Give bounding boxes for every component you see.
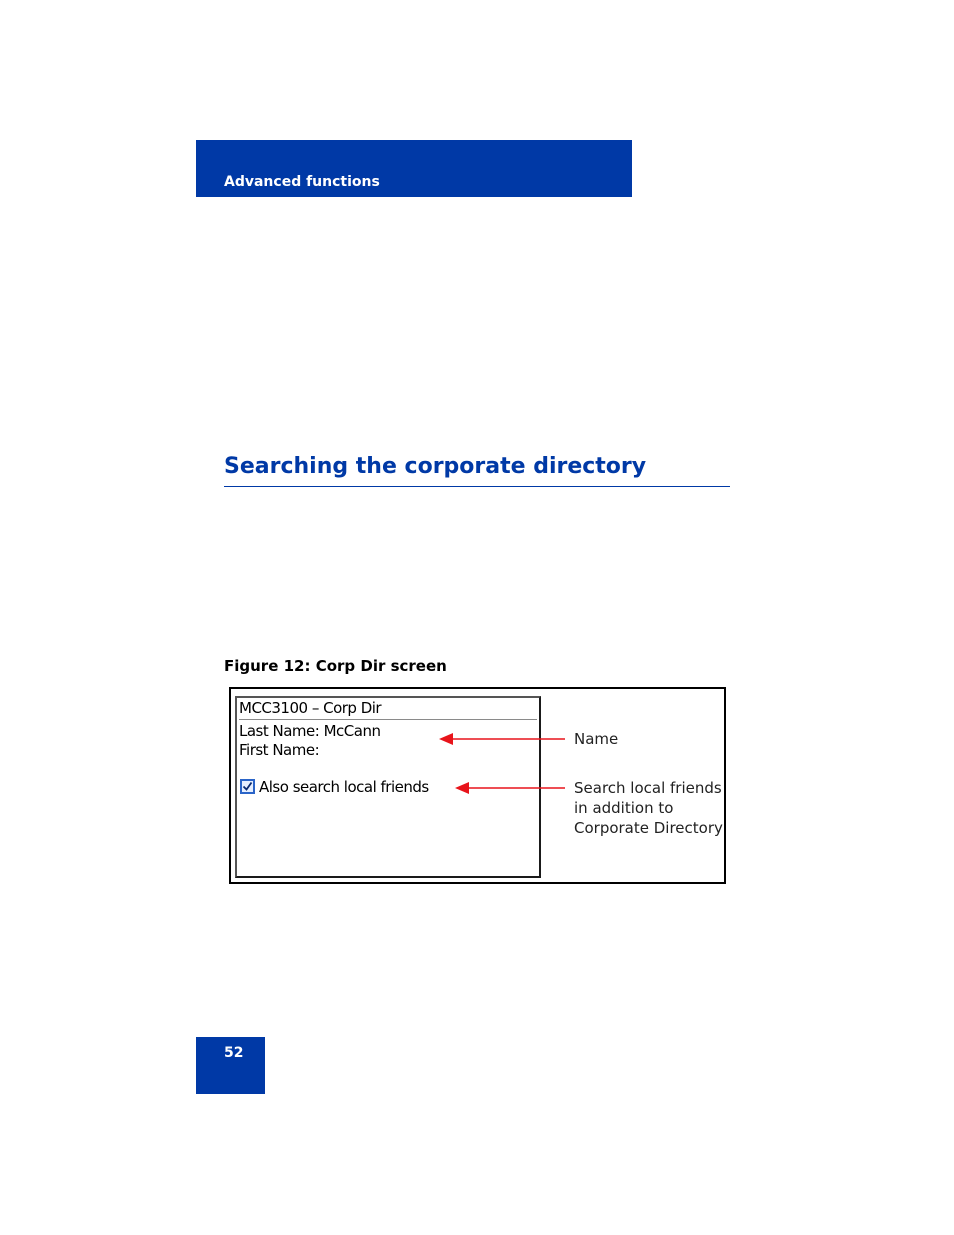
last-name-field[interactable]: Last Name: McCann (239, 722, 381, 740)
section-title: Searching the corporate directory (224, 454, 647, 479)
screen-title: MCC3100 – Corp Dir (239, 698, 537, 720)
checkbox-label: Also search local friends (259, 778, 429, 796)
also-search-local-checkbox[interactable] (240, 779, 255, 794)
callout-line: in addition to (574, 799, 674, 817)
figure-caption: Figure 12: Corp Dir screen (224, 657, 447, 675)
callout-line: Corporate Directory (574, 819, 723, 837)
checkmark-icon (242, 781, 253, 792)
header-bar (196, 140, 632, 197)
section-divider (224, 486, 730, 487)
page-number: 52 (224, 1045, 244, 1061)
arrow-to-name-icon (439, 732, 567, 746)
header-title: Advanced functions (224, 174, 380, 190)
first-name-field[interactable]: First Name: (239, 741, 320, 759)
arrow-to-checkbox-icon (455, 781, 567, 795)
callout-line: Search local friends (574, 779, 722, 797)
page-number-box (196, 1037, 265, 1094)
figure-frame (229, 687, 726, 884)
callout-name: Name (574, 730, 619, 748)
callout-local-search (574, 778, 723, 838)
